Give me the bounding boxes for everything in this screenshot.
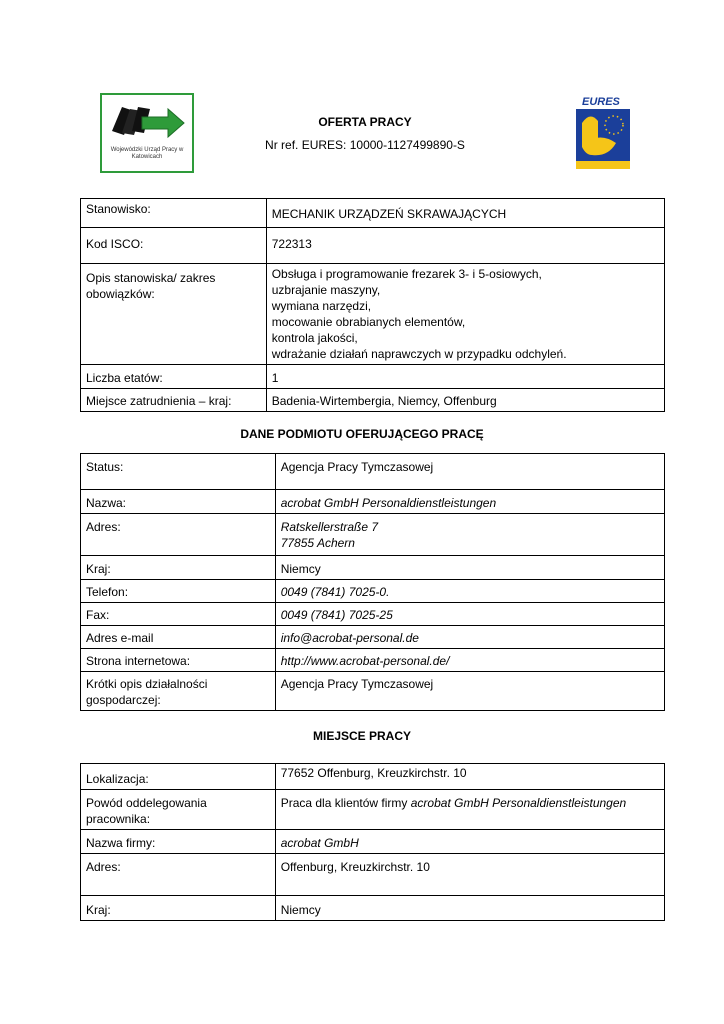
status-label: Status:	[81, 454, 276, 490]
status-value: Agencja Pracy Tymczasowej	[275, 454, 664, 490]
firma-label: Nazwa firmy:	[81, 830, 276, 854]
adres-line: 77855 Achern	[280, 536, 355, 550]
table-row	[81, 389, 665, 412]
stanowisko-value: MECHANIK URZĄDZEŃ SKRAWAJĄCYCH	[266, 199, 664, 228]
powod-label: Powód oddelegowania pracownika:	[81, 790, 276, 830]
adres-label: Adres:	[81, 854, 276, 896]
employer-table	[80, 453, 665, 711]
etaty-value: 1	[266, 365, 664, 389]
opis-label: Opis stanowiska/ zakres obowiązków:	[81, 264, 267, 365]
employer-section-title: DANE PODMIOTU OFERUJĄCEGO PRACĘ	[240, 427, 484, 441]
wup-logo-caption: Wojewódzki Urząd Pracy w Katowicach	[110, 147, 184, 160]
kraj-value: Niemcy	[275, 556, 664, 580]
table-row	[81, 490, 665, 514]
eures-logo	[568, 93, 638, 173]
table-row	[81, 626, 665, 649]
miejsce-label: Miejsce zatrudnienia – kraj:	[81, 389, 267, 412]
miejsce-value: Badenia-Wirtembergia, Niemcy, Offenburg	[266, 389, 664, 412]
workplace-section-title: MIEJSCE PRACY	[312, 729, 412, 743]
www-label: Strona internetowa:	[81, 649, 276, 672]
table-row	[81, 649, 665, 672]
powod-prefix: Praca dla klientów firmy	[280, 796, 411, 810]
opis-dzialalnosci-value: Agencja Pracy Tymczasowej	[275, 672, 664, 711]
telefon-label: Telefon:	[81, 580, 276, 603]
lokalizacja-label: Lokalizacja:	[81, 764, 276, 790]
table-row	[81, 790, 665, 830]
table-row	[81, 672, 665, 711]
table-row	[81, 854, 665, 896]
adres-value	[275, 514, 664, 556]
powod-value	[275, 790, 664, 830]
email-label: Adres e-mail	[81, 626, 276, 649]
job-details-table	[80, 198, 665, 412]
eures-logo-text: EURES	[582, 96, 620, 108]
stanowisko-label: Stanowisko:	[81, 199, 267, 228]
table-row	[81, 514, 665, 556]
isco-label: Kod ISCO:	[81, 228, 267, 264]
nazwa-value: acrobat GmbH Personaldienstleistungen	[275, 490, 664, 514]
opis-line: wymiana narzędzi,	[271, 299, 372, 313]
etaty-label: Liczba etatów:	[81, 365, 267, 389]
table-row	[81, 580, 665, 603]
opis-line: Obsługa i programowanie frezarek 3- i 5-osiowych,	[271, 267, 542, 281]
adres-label: Adres:	[81, 514, 276, 556]
powod-company: acrobat GmbH Personaldienstleistungen	[410, 796, 627, 810]
lokalizacja-value: 77652 Offenburg, Kreuzkirchstr. 10	[275, 764, 664, 790]
www-value: http://www.acrobat-personal.de/	[275, 649, 664, 672]
kraj-label: Kraj:	[81, 556, 276, 580]
telefon-value: 0049 (7841) 7025-0.	[275, 580, 664, 603]
email-value: info@acrobat-personal.de	[275, 626, 664, 649]
opis-line: uzbrajanie maszyny,	[271, 283, 381, 297]
cards-arrow-icon	[102, 95, 192, 145]
nazwa-label: Nazwa:	[81, 490, 276, 514]
opis-dzialalnosci-label: Krótki opis działalności gospodarczej:	[81, 672, 276, 711]
table-row	[81, 228, 665, 264]
opis-line: mocowanie obrabianych elementów,	[271, 315, 466, 329]
table-row	[81, 365, 665, 389]
opis-value	[266, 264, 664, 365]
adres-value: Offenburg, Kreuzkirchstr. 10	[275, 854, 664, 896]
table-row	[81, 264, 665, 365]
fax-value: 0049 (7841) 7025-25	[275, 603, 664, 626]
kraj-value: Niemcy	[275, 896, 664, 921]
reference-number: Nr ref. EURES: 10000-1127499890-S	[265, 138, 465, 152]
table-row	[81, 556, 665, 580]
table-row	[81, 199, 665, 228]
table-row	[81, 603, 665, 626]
opis-line: kontrola jakości,	[271, 331, 358, 345]
table-row	[81, 764, 665, 790]
table-row	[81, 454, 665, 490]
adres-line: Ratskellerstraße 7	[280, 520, 379, 534]
wup-katowice-logo	[100, 93, 194, 173]
fax-label: Fax:	[81, 603, 276, 626]
firma-value: acrobat GmbH	[275, 830, 664, 854]
opis-line: wdrażanie działań naprawczych w przypadku odchyleń.	[271, 347, 567, 361]
kraj-label: Kraj:	[81, 896, 276, 921]
page-title: OFERTA PRACY	[318, 115, 412, 129]
isco-value: 722313	[266, 228, 664, 264]
table-row	[81, 830, 665, 854]
table-row	[81, 896, 665, 921]
workplace-table	[80, 763, 665, 921]
